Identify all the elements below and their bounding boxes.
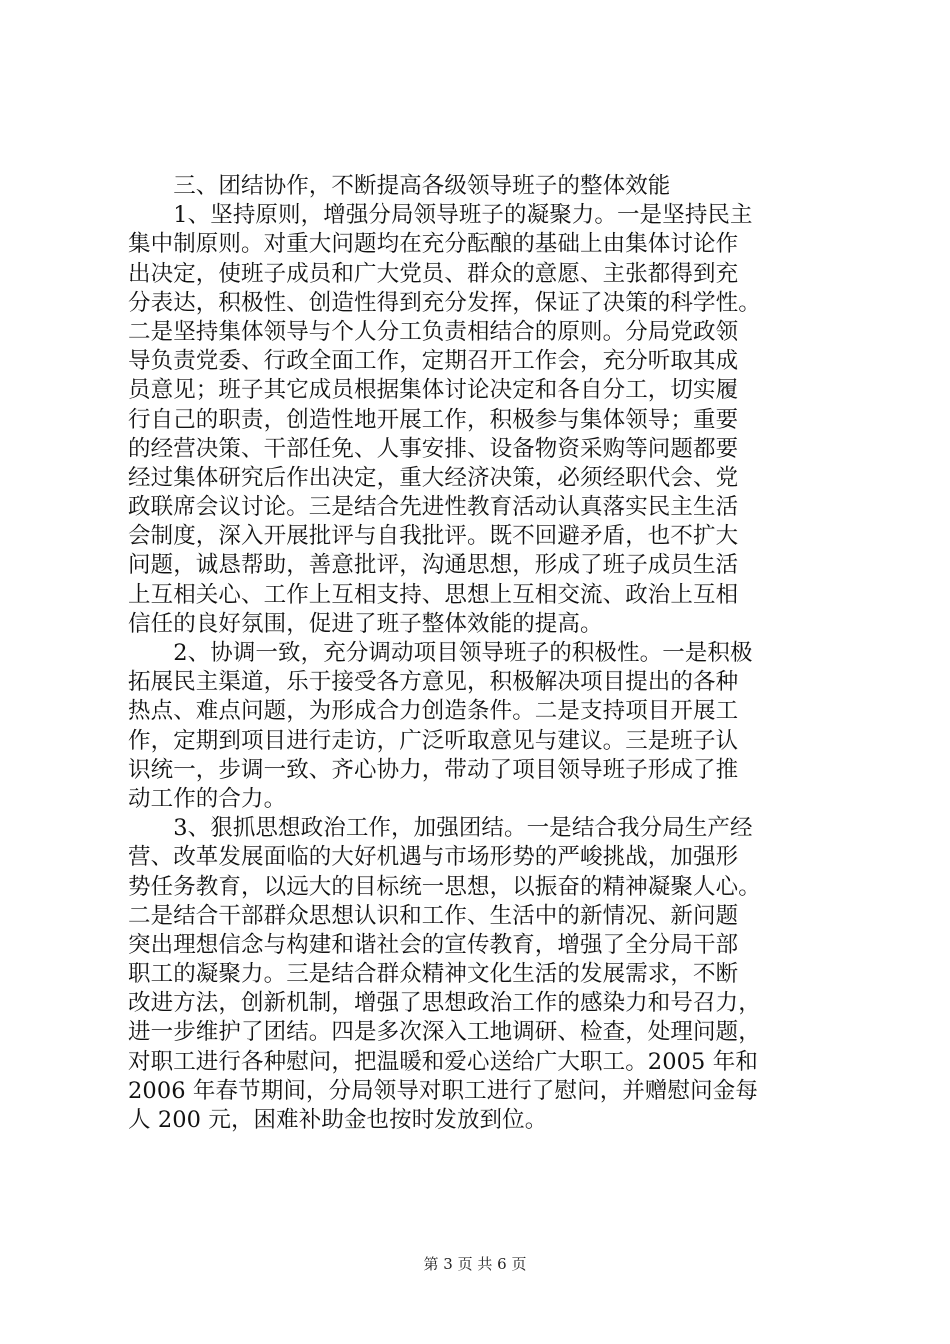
text-line: 二是坚持集体领导与个人分工负责相结合的原则。分局党政领: [128, 318, 739, 345]
page-number-footer: 第 3 页 共 6 页: [423, 1255, 527, 1273]
text-line: 对职工进行各种慰问，把温暖和爱心送给广大职工。2005 年和: [128, 1048, 758, 1075]
text-line: 员意见；班子其它成员根据集体讨论决定和各自分工，切实履: [128, 377, 739, 404]
text-line: 的经营决策、干部任免、人事安排、设备物资采购等问题都要: [128, 435, 739, 462]
text-line: 人 200 元，困难补助金也按时发放到位。: [128, 1107, 548, 1133]
text-line: 上互相关心、工作上互相支持、思想上互相交流、政治上互相: [128, 581, 739, 608]
text-line: 二是结合干部群众思想认识和工作、生活中的新情况、新问题: [128, 902, 739, 929]
text-line: 1、坚持原则，增强分局领导班子的凝聚力。一是坚持民主: [128, 202, 753, 229]
text-line: 动工作的合力。: [128, 785, 287, 812]
text-line: 2、协调一致，充分调动项目领导班子的积极性。一是积极: [128, 640, 753, 666]
text-line: 出决定，使班子成员和广大党员、群众的意愿、主张都得到充: [128, 260, 739, 287]
text-line: 识统一，步调一致、齐心协力，带动了项目领导班子形成了推: [128, 756, 739, 783]
text-line: 导负责党委、行政全面工作，定期召开工作会，充分听取其成: [128, 348, 739, 375]
text-line: 职工的凝聚力。三是结合群众精神文化生活的发展需求，不断: [128, 961, 739, 988]
text-line: 3、狠抓思想政治工作，加强团结。一是结合我分局生产经: [128, 815, 753, 842]
text-line: 政联席会议讨论。三是结合先进性教育活动认真落实民主生活: [128, 494, 739, 521]
text-line: 作，定期到项目进行走访，广泛听取意见与建议。三是班子认: [128, 727, 739, 754]
document-body: [128, 172, 844, 1135]
text-line: 拓展民主渠道，乐于接受各方意见，积极解决项目提出的各种: [128, 669, 739, 696]
text-line: 改进方法，创新机制，增强了思想政治工作的感染力和号召力，: [128, 990, 761, 1017]
text-line: 会制度，深入开展批评与自我批评。既不回避矛盾，也不扩大: [128, 523, 739, 550]
text-line: 三、团结协作，不断提高各级领导班子的整体效能: [128, 173, 671, 199]
text-line: 经过集体研究后作出决定，重大经济决策，必须经职代会、党: [128, 464, 739, 491]
text-line: 分表达，积极性、创造性得到充分发挥，保证了决策的科学性。: [128, 289, 761, 316]
text-line: 突出理想信念与构建和谐社会的宣传教育，增强了全分局干部: [128, 931, 739, 958]
text-line: 行自己的职责，创造性地开展工作，积极参与集体领导；重要: [128, 406, 739, 433]
text-line: 信任的良好氛围，促进了班子整体效能的提高。: [128, 610, 603, 637]
text-line: 集中制原则。对重大问题均在充分酝酿的基础上由集体讨论作: [128, 231, 739, 258]
text-line: 势任务教育，以远大的目标统一思想，以振奋的精神凝聚人心。: [128, 873, 761, 900]
text-line: 2006 年春节期间，分局领导对职工进行了慰问，并赠慰问金每: [128, 1077, 758, 1104]
text-line: 热点、难点问题，为形成合力创造条件。二是支持项目开展工: [128, 698, 739, 725]
text-line: 问题，诚恳帮助，善意批评，沟通思想，形成了班子成员生活: [128, 552, 739, 579]
text-line: 营、改革发展面临的大好机遇与市场形势的严峻挑战，加强形: [128, 844, 739, 871]
text-line: 进一步维护了团结。四是多次深入工地调研、检查，处理问题，: [128, 1019, 761, 1046]
